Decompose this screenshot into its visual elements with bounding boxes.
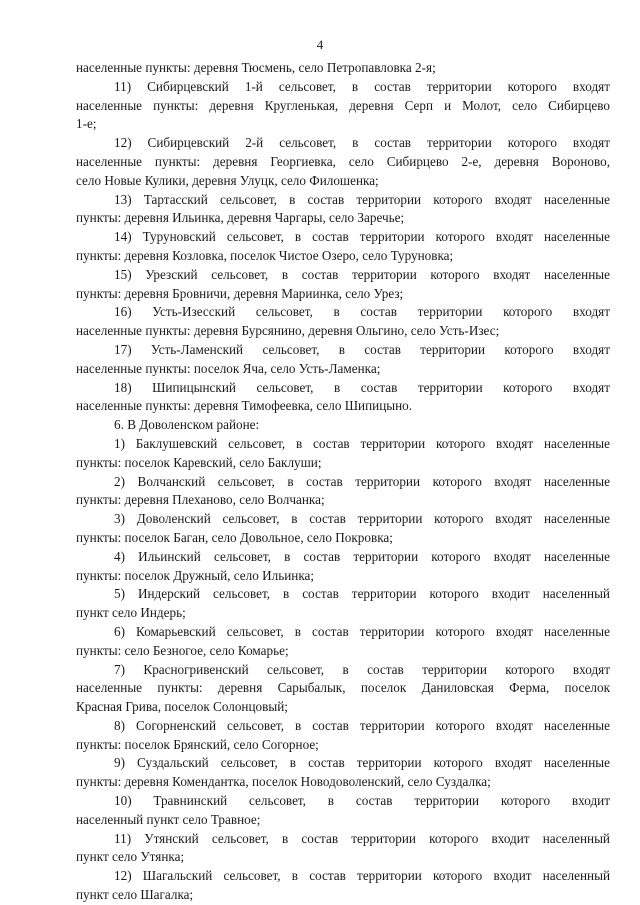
paragraph	[76, 473, 610, 511]
text-line: 11) Сибирцевский 1-й сельсовет, в состав территории которого входят	[114, 78, 610, 94]
text-line: 1-е;	[76, 116, 97, 132]
text-line: 4) Ильинский сельсовет, в состав территории которого входят населенные	[114, 548, 610, 564]
text-line: пункты: деревня Бровничи, деревня Мариинка, село Урез;	[76, 285, 404, 301]
text-line: село Новые Кулики, деревня Улуцк, село Филошенка;	[76, 172, 379, 188]
paragraph	[76, 228, 610, 266]
paragraph	[76, 379, 610, 417]
text-line: пункты: деревня Ильинка, деревня Чаргары, село Заречье;	[76, 210, 405, 226]
text-line: 12) Сибирцевский 2-й сельсовет, в состав территории которого входят	[114, 135, 610, 151]
paragraph	[76, 416, 610, 435]
text-line: 15) Урезский сельсовет, в состав территории которого входят населенные	[114, 266, 610, 282]
paragraph	[76, 435, 610, 473]
text-line: населенные пункты: деревня Сарыбалык, поселок Даниловская Ферма, поселок	[76, 680, 610, 696]
text-line: 3) Доволенский сельсовет, в состав территории которого входят населенные	[114, 511, 610, 527]
paragraph	[76, 266, 610, 304]
text-line: 10) Травнинский сельсовет, в состав территории которого входит	[114, 793, 610, 809]
paragraph	[76, 341, 610, 379]
paragraph	[76, 717, 610, 755]
paragraph	[76, 661, 610, 717]
paragraph	[76, 134, 610, 190]
paragraph	[76, 754, 610, 792]
text-line: 11) Утянский сельсовет, в состав территории которого входит населенный	[114, 830, 610, 846]
text-line: 1) Баклушевский сельсовет, в состав территории которого входят населенные	[114, 435, 610, 451]
paragraph	[76, 585, 610, 623]
text-line: Красная Грива, поселок Солонцовый;	[76, 699, 288, 715]
paragraph	[76, 867, 610, 905]
text-line: 6) Комарьевский сельсовет, в состав территории которого входят населенные	[114, 623, 610, 639]
text-line: пункт село Утянка;	[76, 849, 185, 865]
text-line: населенный пункт село Травное;	[76, 811, 261, 827]
text-line: населенные пункты: деревня Тюсмень, село Петропавловка 2-я;	[76, 60, 436, 75]
text-line: 7) Красногривенский сельсовет, в состав территории которого входят	[114, 661, 610, 677]
text-line: пункт село Шагалка;	[76, 887, 194, 903]
text-line: пункт село Индерь;	[76, 605, 186, 621]
text-line: 8) Согорненский сельсовет, в состав территории которого входят населенные	[114, 717, 610, 733]
paragraph	[76, 623, 610, 661]
paragraph	[76, 59, 610, 78]
text-line: 9) Суздальский сельсовет, в состав территории которого входят населенные	[114, 755, 610, 771]
text-line: пункты: поселок Брянский, село Согорное;	[76, 736, 319, 752]
paragraph	[76, 548, 610, 586]
text-line: населенные пункты: деревня Кругленькая, деревня Серп и Молот, село Сибирцево	[76, 97, 610, 113]
text-line: 13) Тартасский сельсовет, в состав территории которого входят населенные	[114, 191, 610, 207]
text-line: пункты: поселок Каревский, село Баклуши;	[76, 454, 322, 470]
text-line: пункты: деревня Комендантка, поселок Новодоволенский, село Суздалка;	[76, 774, 491, 790]
paragraph	[76, 830, 610, 868]
document-body	[76, 59, 610, 905]
text-line: 6. В Доволенском районе:	[114, 417, 260, 433]
text-line: 12) Шагальский сельсовет, в состав территории которого входит населенный	[114, 868, 610, 884]
text-line: пункты: село Безногое, село Комарье;	[76, 642, 289, 658]
paragraph	[76, 303, 610, 341]
text-line: пункты: деревня Плеханово, село Волчанка;	[76, 492, 325, 508]
text-line: пункты: деревня Козловка, поселок Чистое Озеро, село Туруновка;	[76, 247, 454, 263]
page-number: 4	[316, 37, 324, 52]
text-line: 16) Усть-Изесский сельсовет, в состав территории которого входят	[114, 304, 610, 320]
text-line: 2) Волчанский сельсовет, в состав территории которого входят населенные	[114, 473, 610, 489]
text-line: населенные пункты: деревня Бурсянино, деревня Ольгино, село Усть-Изес;	[76, 323, 500, 339]
text-line: 14) Туруновский сельсовет, в состав территории которого входят населенные	[114, 229, 610, 245]
paragraph	[76, 191, 610, 229]
text-line: пункты: поселок Дружный, село Ильинка;	[76, 567, 315, 583]
paragraph	[76, 510, 610, 548]
text-line: 17) Усть-Ламенский сельсовет, в состав территории которого входят	[114, 341, 610, 357]
text-line: населенные пункты: поселок Яча, село Усть-Ламенка;	[76, 360, 381, 376]
paragraph	[76, 78, 610, 134]
text-line: населенные пункты: деревня Тимофеевка, село Шипицыно.	[76, 398, 413, 414]
text-line: 5) Индерский сельсовет, в состав территории которого входит населенный	[114, 586, 610, 602]
text-line: 18) Шипицынский сельсовет, в состав территории которого входят	[114, 379, 610, 395]
text-line: пункты: поселок Баган, село Довольное, село Покровка;	[76, 529, 393, 545]
paragraph	[76, 792, 610, 830]
text-line: населенные пункты: деревня Георгиевка, село Сибирцево 2-е, деревня Вороново,	[76, 153, 610, 169]
